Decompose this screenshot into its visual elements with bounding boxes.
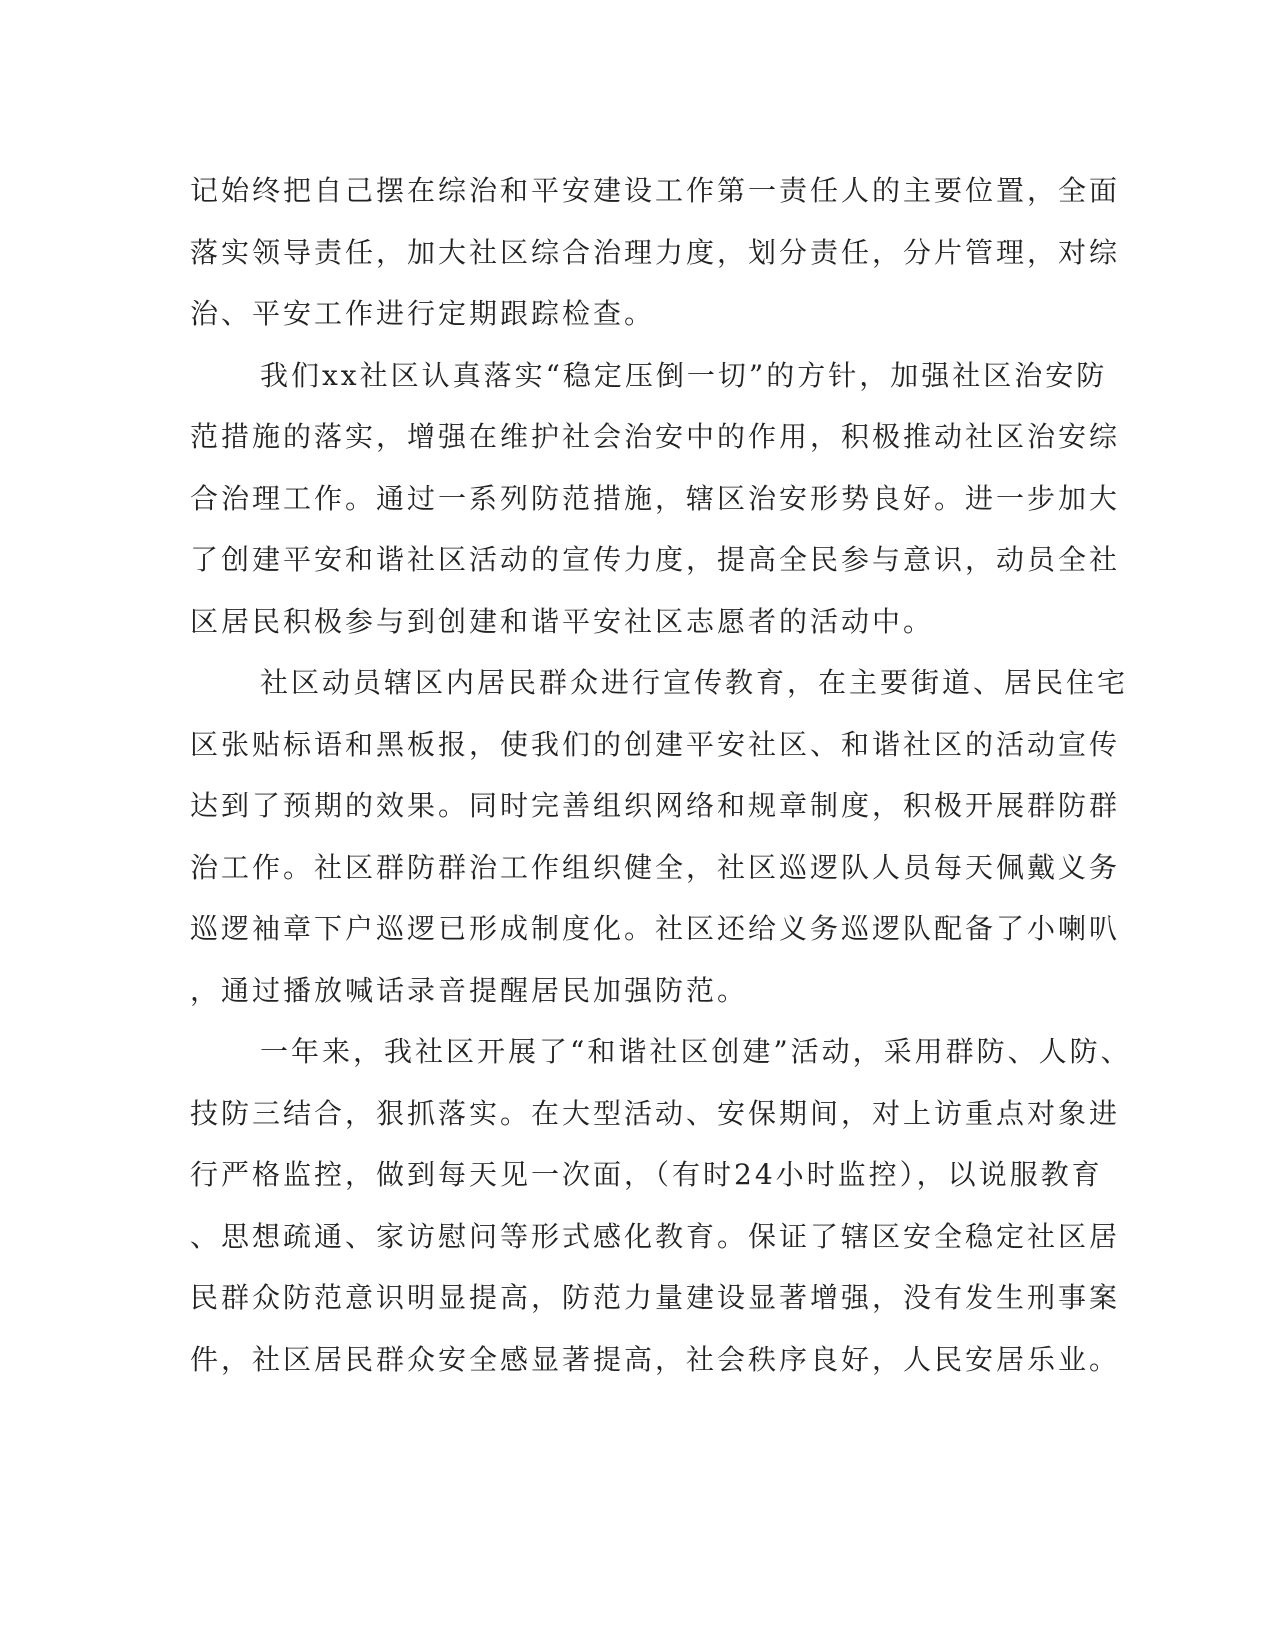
document-body (190, 160, 1132, 1390)
text-line: 治工作。社区群防群治工作组织健全，社区巡逻队人员每天佩戴义务 (190, 850, 1121, 884)
paragraph-4 (190, 1021, 1132, 1390)
text-line: 落实领导责任，加大社区综合治理力度，划分责任，分片管理，对综 (190, 235, 1121, 269)
text-line: 件，社区居民群众安全感显著提高，社会秩序良好，人民安居乐业。 (190, 1342, 1121, 1376)
text-line: 记始终把自己摆在综治和平安建设工作第一责任人的主要位置，全面 (190, 174, 1121, 207)
text-line: 了创建平安和谐社区活动的宣传力度，提高全民参与意识，动员全社 (190, 543, 1121, 576)
text-line: ，通过播放喊话录音提醒居民加强防范。 (190, 973, 749, 1007)
text-line: 达到了预期的效果。同时完善组织网络和规章制度，积极开展群防群 (190, 789, 1121, 822)
text-line: 民群众防范意识明显提高，防范力量建设显著增强，没有发生刑事案 (190, 1281, 1121, 1314)
text-line: 巡逻袖章下户巡逻已形成制度化。社区还给义务巡逻队配备了小喇叭 (190, 912, 1121, 945)
text-line: 行严格监控，做到每天见一次面，（有时24小时监控），以说服教育 (190, 1158, 1103, 1191)
paragraph-3 (190, 652, 1129, 1021)
text-line: 技防三结合，狠抓落实。在大型活动、安保期间，对上访重点对象进 (190, 1096, 1121, 1130)
text-line: 治、平安工作进行定期跟踪检查。 (190, 297, 656, 330)
text-line: 区张贴标语和黑板报，使我们的创建平安社区、和谐社区的活动宣传 (190, 727, 1121, 761)
text-line: 一年来，我社区开展了“和谐社区创建”活动，采用群防、人防、 (260, 1035, 1132, 1068)
paragraph-2 (190, 345, 1121, 653)
text-line: 社区动员辖区内居民群众进行宣传教育，在主要街道、居民住宅 (260, 666, 1129, 699)
text-line: 我们xx社区认真落实“稳定压倒一切”的方针，加强社区治安防 (260, 358, 1108, 392)
paragraph-1 (190, 160, 1121, 345)
text-line: 、思想疏通、家访慰问等形式感化教育。保证了辖区安全稳定社区居 (190, 1219, 1121, 1253)
text-line: 区居民积极参与到创建和谐平安社区志愿者的活动中。 (190, 604, 935, 638)
text-line: 范措施的落实，增强在维护社会治安中的作用，积极推动社区治安综 (190, 420, 1121, 453)
text-line: 合治理工作。通过一系列防范措施，辖区治安形势良好。进一步加大 (190, 481, 1121, 515)
